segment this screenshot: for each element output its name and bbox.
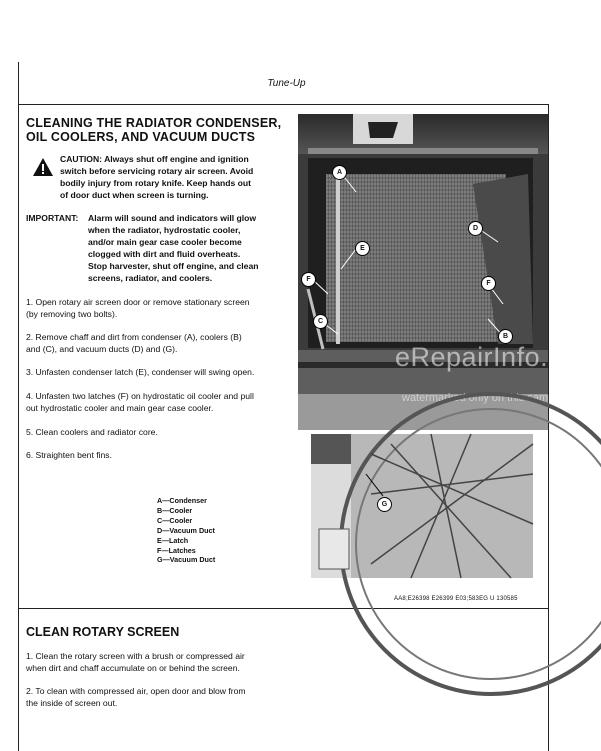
figure-reference: AA8;E26398 E26399 E03;583EG U 130585 xyxy=(394,596,518,602)
important-line: screens, radiator, and coolers. xyxy=(88,273,213,284)
callout-d: D xyxy=(468,221,483,236)
step-line: 4. Unfasten two latches (F) on hydrostatic oil cooler and pull xyxy=(26,391,254,401)
step-line: 1. Open rotary air screen door or remove stationary screen xyxy=(26,297,250,307)
step-line: 3. Unfasten condenser latch (E), condenser will swing open. xyxy=(26,367,255,377)
watermark-subtitle: watermarked only on this sample xyxy=(402,392,563,404)
legend-item: B—Cooler xyxy=(157,505,193,515)
step-line: 1. Clean the rotary screen with a brush or compressed air xyxy=(26,651,245,661)
legend-item: C—Cooler xyxy=(157,515,193,525)
header-rule xyxy=(18,104,549,105)
step-line: 5. Clean coolers and radiator core. xyxy=(26,427,158,437)
rotary-step-2 xyxy=(26,685,296,709)
caution-line: of door duct when screen is turning. xyxy=(60,190,209,201)
caution-text xyxy=(60,153,290,201)
caution-line: bodily injury from rotary knife. Keep hands out xyxy=(60,178,251,189)
important-line: when the radiator, hydrostatic cooler, xyxy=(88,225,241,236)
step-6 xyxy=(26,449,296,461)
legend-item: D—Vacuum Duct xyxy=(157,525,215,535)
important-text xyxy=(88,212,288,285)
warning-triangle-icon xyxy=(32,157,54,177)
rotary-section-title: CLEAN ROTARY SCREEN xyxy=(26,625,180,639)
section-title-line1: CLEANING THE RADIATOR CONDENSER, xyxy=(26,116,282,130)
step-line: 6. Straighten bent fins. xyxy=(26,450,112,460)
callout-g: G xyxy=(377,497,392,512)
step-line: 2. To clean with compressed air, open door and blow from xyxy=(26,686,246,696)
callout-b: B xyxy=(498,329,513,344)
legend-item: G—Vacuum Duct xyxy=(157,555,216,565)
step-line: the inside of screen out. xyxy=(26,698,118,709)
section-rule xyxy=(18,608,549,609)
legend-item: E—Latch xyxy=(157,535,189,545)
legend-item: F—Latches xyxy=(157,545,196,555)
page-right-rule-lower xyxy=(548,608,549,751)
step-line: when dirt and chaff accumulate on or behind the screen. xyxy=(26,663,240,674)
step-line: (by removing two bolts). xyxy=(26,309,118,320)
step-1 xyxy=(26,296,296,320)
important-line: and/or main gear case cooler become xyxy=(88,237,242,248)
callout-e: E xyxy=(355,241,370,256)
rotary-step-1 xyxy=(26,650,296,674)
page-left-rule xyxy=(18,62,19,751)
step-3 xyxy=(26,366,296,378)
important-line: Alarm will sound and indicators will glow xyxy=(88,213,257,223)
callout-f-right: F xyxy=(481,276,496,291)
legend-item: A—Condenser xyxy=(157,496,207,505)
step-2 xyxy=(26,331,296,355)
rotary-screen-photo xyxy=(311,434,533,578)
step-5 xyxy=(26,426,296,438)
callout-a: A xyxy=(332,165,347,180)
rotary-screen-drawing xyxy=(311,434,533,578)
section-title-line2: OIL COOLERS, AND VACUUM DUCTS xyxy=(26,130,256,144)
caution-line: switch before servicing rotary air screen. Avoid xyxy=(60,166,254,177)
section-title xyxy=(26,116,281,144)
figure-legend xyxy=(157,496,215,565)
step-line: out hydrostatic cooler and main gear case cooler. xyxy=(26,403,214,414)
important-line: Stop harvester, shut off engine, and clean xyxy=(88,261,259,272)
step-line: 2. Remove chaff and dirt from condenser (A), coolers (B) xyxy=(26,332,242,342)
important-label: IMPORTANT: xyxy=(26,213,79,223)
watermark: eRepairInfo.com xyxy=(395,342,601,372)
page-header: Tune-Up xyxy=(267,78,306,89)
step-line: and (C), and vacuum ducts (D) and (G). xyxy=(26,344,178,355)
step-4 xyxy=(26,390,296,414)
callout-f-left: F xyxy=(301,272,316,287)
callout-c: C xyxy=(313,314,328,329)
radiator-photo-drawing xyxy=(298,114,548,430)
caution-line: CAUTION: Always shut off engine and ignition xyxy=(60,154,249,164)
radiator-photo xyxy=(298,114,548,430)
important-line: clogged with dirt and fluid overheats. xyxy=(88,249,241,260)
